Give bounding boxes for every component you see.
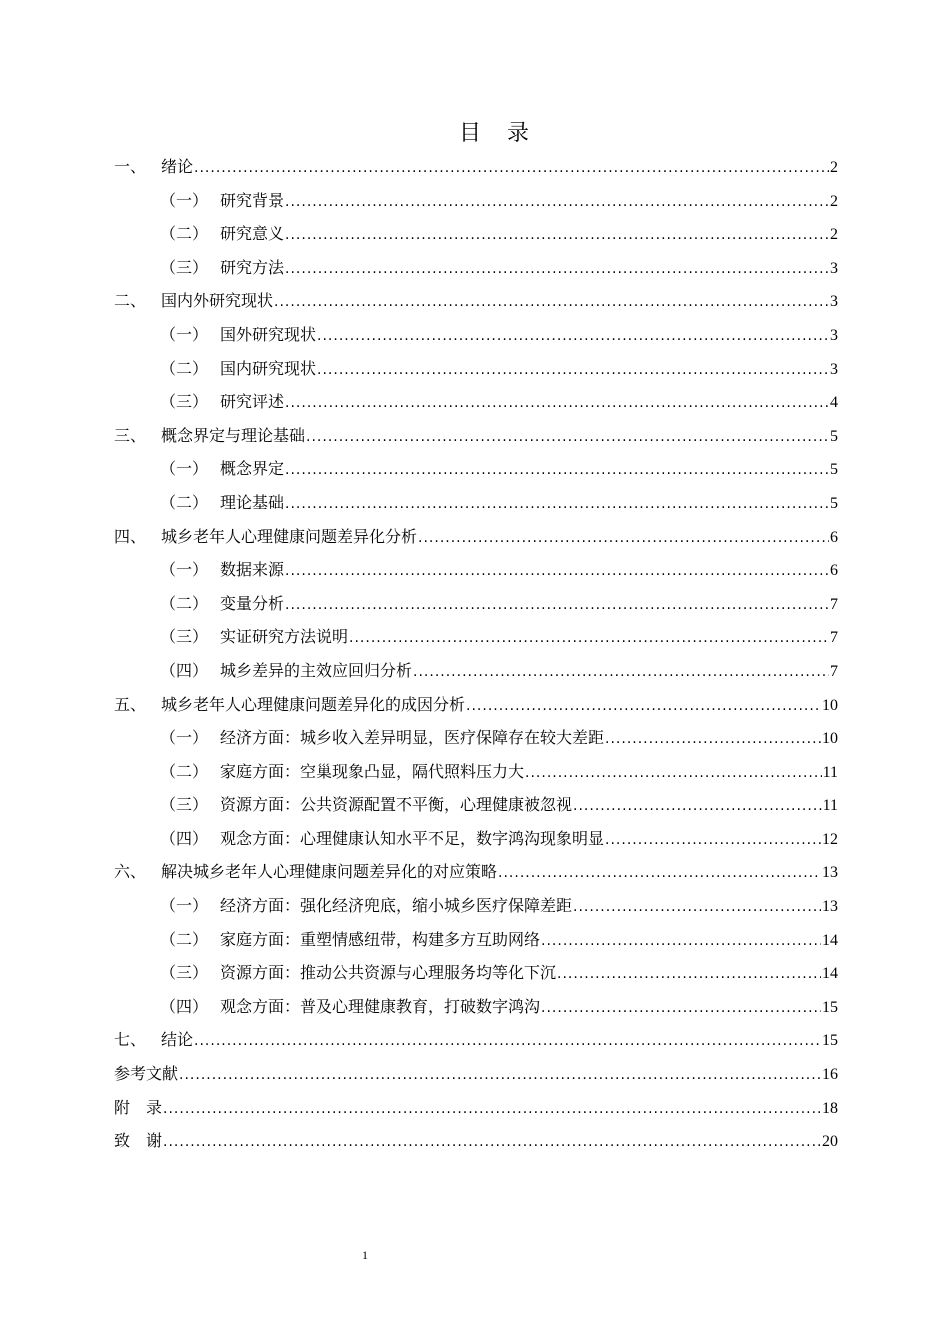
toc-entry-number: （一） [160,324,209,344]
toc-entry-number: （三） [160,795,209,815]
toc-dot-leader [605,723,821,757]
toc-entry-label: 结论 [161,1030,194,1050]
toc-entry-label: 研究评述 [220,392,285,412]
toc-entry-page: 15 [822,998,838,1016]
toc-dot-leader [285,253,829,287]
toc-entry-label: 资源方面：推动公共资源与心理服务均等化下沉 [220,963,557,983]
toc-dot-leader [285,387,829,421]
toc-entry-label: 研究背景 [220,190,285,210]
toc-dot-leader [317,320,829,354]
toc-dot-leader [274,286,829,320]
toc-entry-number: （一） [160,728,209,748]
toc-entry-page: 2 [830,226,838,244]
toc-entry-label: 国外研究现状 [220,324,317,344]
toc-entry-number: 一、 [114,157,147,176]
toc-entry[interactable] [114,990,838,1024]
toc-entry[interactable] [114,553,838,587]
toc-dot-leader [194,152,829,186]
toc-entry-page: 7 [830,662,838,680]
toc-entry-label: 家庭方面：重塑情感纽带，构建多方互助网络 [220,929,541,949]
toc-entry-page: 5 [830,461,838,479]
toc-dot-leader [285,589,829,623]
toc-entry[interactable] [114,587,838,621]
toc-entry-page: 20 [822,1133,838,1151]
toc-entry-number: （三） [160,392,209,412]
toc-entry-page: 7 [830,629,838,647]
toc-entry-label: 城乡老年人心理健康问题差异化分析 [161,526,418,546]
toc-entry[interactable] [114,788,838,822]
toc-entry[interactable] [114,620,838,654]
toc-entry-label: 家庭方面：空巢现象凸显，隔代照料压力大 [220,761,525,781]
toc-entry-number: （三） [160,257,209,277]
toc-entry-label: 国内研究现状 [220,358,317,378]
toc-dot-leader [498,857,821,891]
toc-entry-number: （一） [160,560,209,580]
toc-entry-label: 资源方面：公共资源配置不平衡，心理健康被忽视 [220,795,573,815]
toc-entry[interactable] [114,855,838,889]
toc-entry-page: 16 [822,1066,838,1084]
toc-dot-leader [413,656,829,690]
toc-entry[interactable] [114,452,838,486]
toc-dot-leader [285,454,829,488]
footer-page-number: 1 [362,1248,368,1262]
toc-entry-number: （三） [160,627,209,647]
toc-entry-page: 14 [822,931,838,949]
toc-dot-leader [349,622,829,656]
toc-entry-label: 数据来源 [220,560,285,580]
toc-entry-page: 6 [830,562,838,580]
toc-dot-leader [163,1093,821,1127]
toc-entry-label: 城乡老年人心理健康问题差异化的成因分析 [161,694,466,714]
toc-entry-page: 12 [822,830,838,848]
toc-entry-number: （二） [160,224,209,244]
toc-entry-page: 5 [830,494,838,512]
toc-entry-page: 14 [822,965,838,983]
toc-dot-leader [285,186,829,220]
toc-entry-page: 2 [830,159,838,176]
toc-entry[interactable] [114,486,838,520]
toc-entry-number: 五、 [114,694,147,714]
toc-dot-leader [541,925,821,959]
toc-entry-number: （二） [160,761,209,781]
toc-entry-label: 变量分析 [220,593,285,613]
toc-entry[interactable] [114,251,838,285]
toc-dot-leader [306,421,829,455]
toc-dot-leader [179,1059,821,1093]
toc-entry[interactable] [114,822,838,856]
toc-dot-leader [573,790,822,824]
toc-entry-page: 3 [830,360,838,378]
toc-dot-leader [525,757,822,791]
toc-entry[interactable] [114,889,838,923]
toc-entry[interactable] [114,284,838,318]
toc-dot-leader [285,488,829,522]
toc-entry-label: 研究意义 [220,224,285,244]
toc-entry-page: 13 [822,898,838,916]
toc-entry-number: 二、 [114,291,147,311]
toc-entry-page: 3 [830,259,838,277]
toc-entry-page: 2 [830,192,838,210]
toc-entry-number: （三） [160,963,209,983]
toc-entry-number: （四） [160,996,209,1016]
toc-entry-label: 绪论 [161,157,194,176]
toc-entry-page: 4 [830,394,838,412]
toc-entry-label: 城乡差异的主效应回归分析 [220,660,413,680]
toc-entry-page: 6 [830,528,838,546]
toc-entry-label: 经济方面：城乡收入差异明显，医疗保障存在较大差距 [220,728,605,748]
toc-entry-label: 研究方法 [220,257,285,277]
toc-dot-leader [573,891,821,925]
toc-entry[interactable] [114,923,838,957]
toc-entry-label: 解决城乡老年人心理健康问题差异化的对应策略 [161,862,498,882]
toc-entry-label: 参考文献 [114,1064,179,1084]
toc-entry[interactable] [114,1023,838,1057]
toc-entry-page: 3 [830,326,838,344]
toc-entry-page: 7 [830,595,838,613]
toc-entry-label: 理论基础 [220,492,285,512]
toc-entry-number: （二） [160,929,209,949]
toc-entry[interactable] [114,352,838,386]
toc-dot-leader [163,1126,821,1160]
toc-entry[interactable] [114,1057,838,1091]
toc-entry-number: （二） [160,492,209,512]
toc-entry[interactable] [114,1091,838,1125]
toc-entry-page: 11 [822,797,838,815]
toc-entry-label: 致 谢 [114,1131,163,1151]
toc-entry[interactable] [114,520,838,554]
toc-dot-leader [285,219,829,253]
toc-entry-page: 5 [830,427,838,445]
toc-entry-number: （一） [160,896,209,916]
toc-entry-number: （二） [160,593,209,613]
toc-entry-label: 经济方面：强化经济兜底，缩小城乡医疗保障差距 [220,896,573,916]
toc-entry-number: 四、 [114,526,147,546]
toc-entry[interactable] [114,184,838,218]
toc-dot-leader [285,555,829,589]
toc-dot-leader [541,992,821,1026]
toc-entry-number: 七、 [114,1030,147,1050]
toc-entry-label: 概念界定 [220,459,285,479]
toc-entry[interactable] [114,318,838,352]
toc-dot-leader [466,690,821,724]
toc-dot-leader [605,824,821,858]
toc-entry-page: 10 [822,730,838,748]
toc-entry-number: （四） [160,828,209,848]
toc-dot-leader [194,1025,821,1059]
toc-entry[interactable] [114,721,838,755]
toc-entry-label: 观念方面：心理健康认知水平不足，数字鸿沟现象明显 [220,828,605,848]
toc-dot-leader [557,958,821,992]
toc-entry-page: 18 [822,1099,838,1117]
toc-entry-page: 15 [822,1032,838,1050]
toc-entry-number: 三、 [114,425,147,445]
toc-dot-leader [418,522,829,556]
toc-entry[interactable] [114,385,838,419]
toc-entry-number: （一） [160,190,209,210]
toc-entry-label: 概念界定与理论基础 [161,425,306,445]
toc-entry[interactable] [114,1124,838,1158]
toc-entry[interactable] [114,956,838,990]
toc-entry[interactable] [114,419,838,453]
toc-title: 目 录 [458,121,531,146]
toc-entry[interactable] [114,755,838,789]
toc-entry-number: （一） [160,459,209,479]
toc-entry-label: 国内外研究现状 [161,291,274,311]
toc-entry[interactable] [114,217,838,251]
toc-dot-leader [317,354,829,388]
toc-entry-number: （二） [160,358,209,378]
toc-entry[interactable] [114,688,838,722]
toc-entry-number: 六、 [114,862,147,882]
toc-entry-label: 附 录 [114,1097,163,1117]
toc-entry-number: （四） [160,660,209,680]
toc-entry-label: 观念方面：普及心理健康教育，打破数字鸿沟 [220,996,541,1016]
toc-entry-page: 10 [822,696,838,714]
toc-entry[interactable] [114,150,838,184]
toc-entry-page: 3 [830,293,838,311]
table-of-contents [114,150,838,1158]
toc-entry[interactable] [114,654,838,688]
toc-entry-page: 11 [822,763,838,781]
toc-entry-page: 13 [822,864,838,882]
toc-entry-label: 实证研究方法说明 [220,627,349,647]
